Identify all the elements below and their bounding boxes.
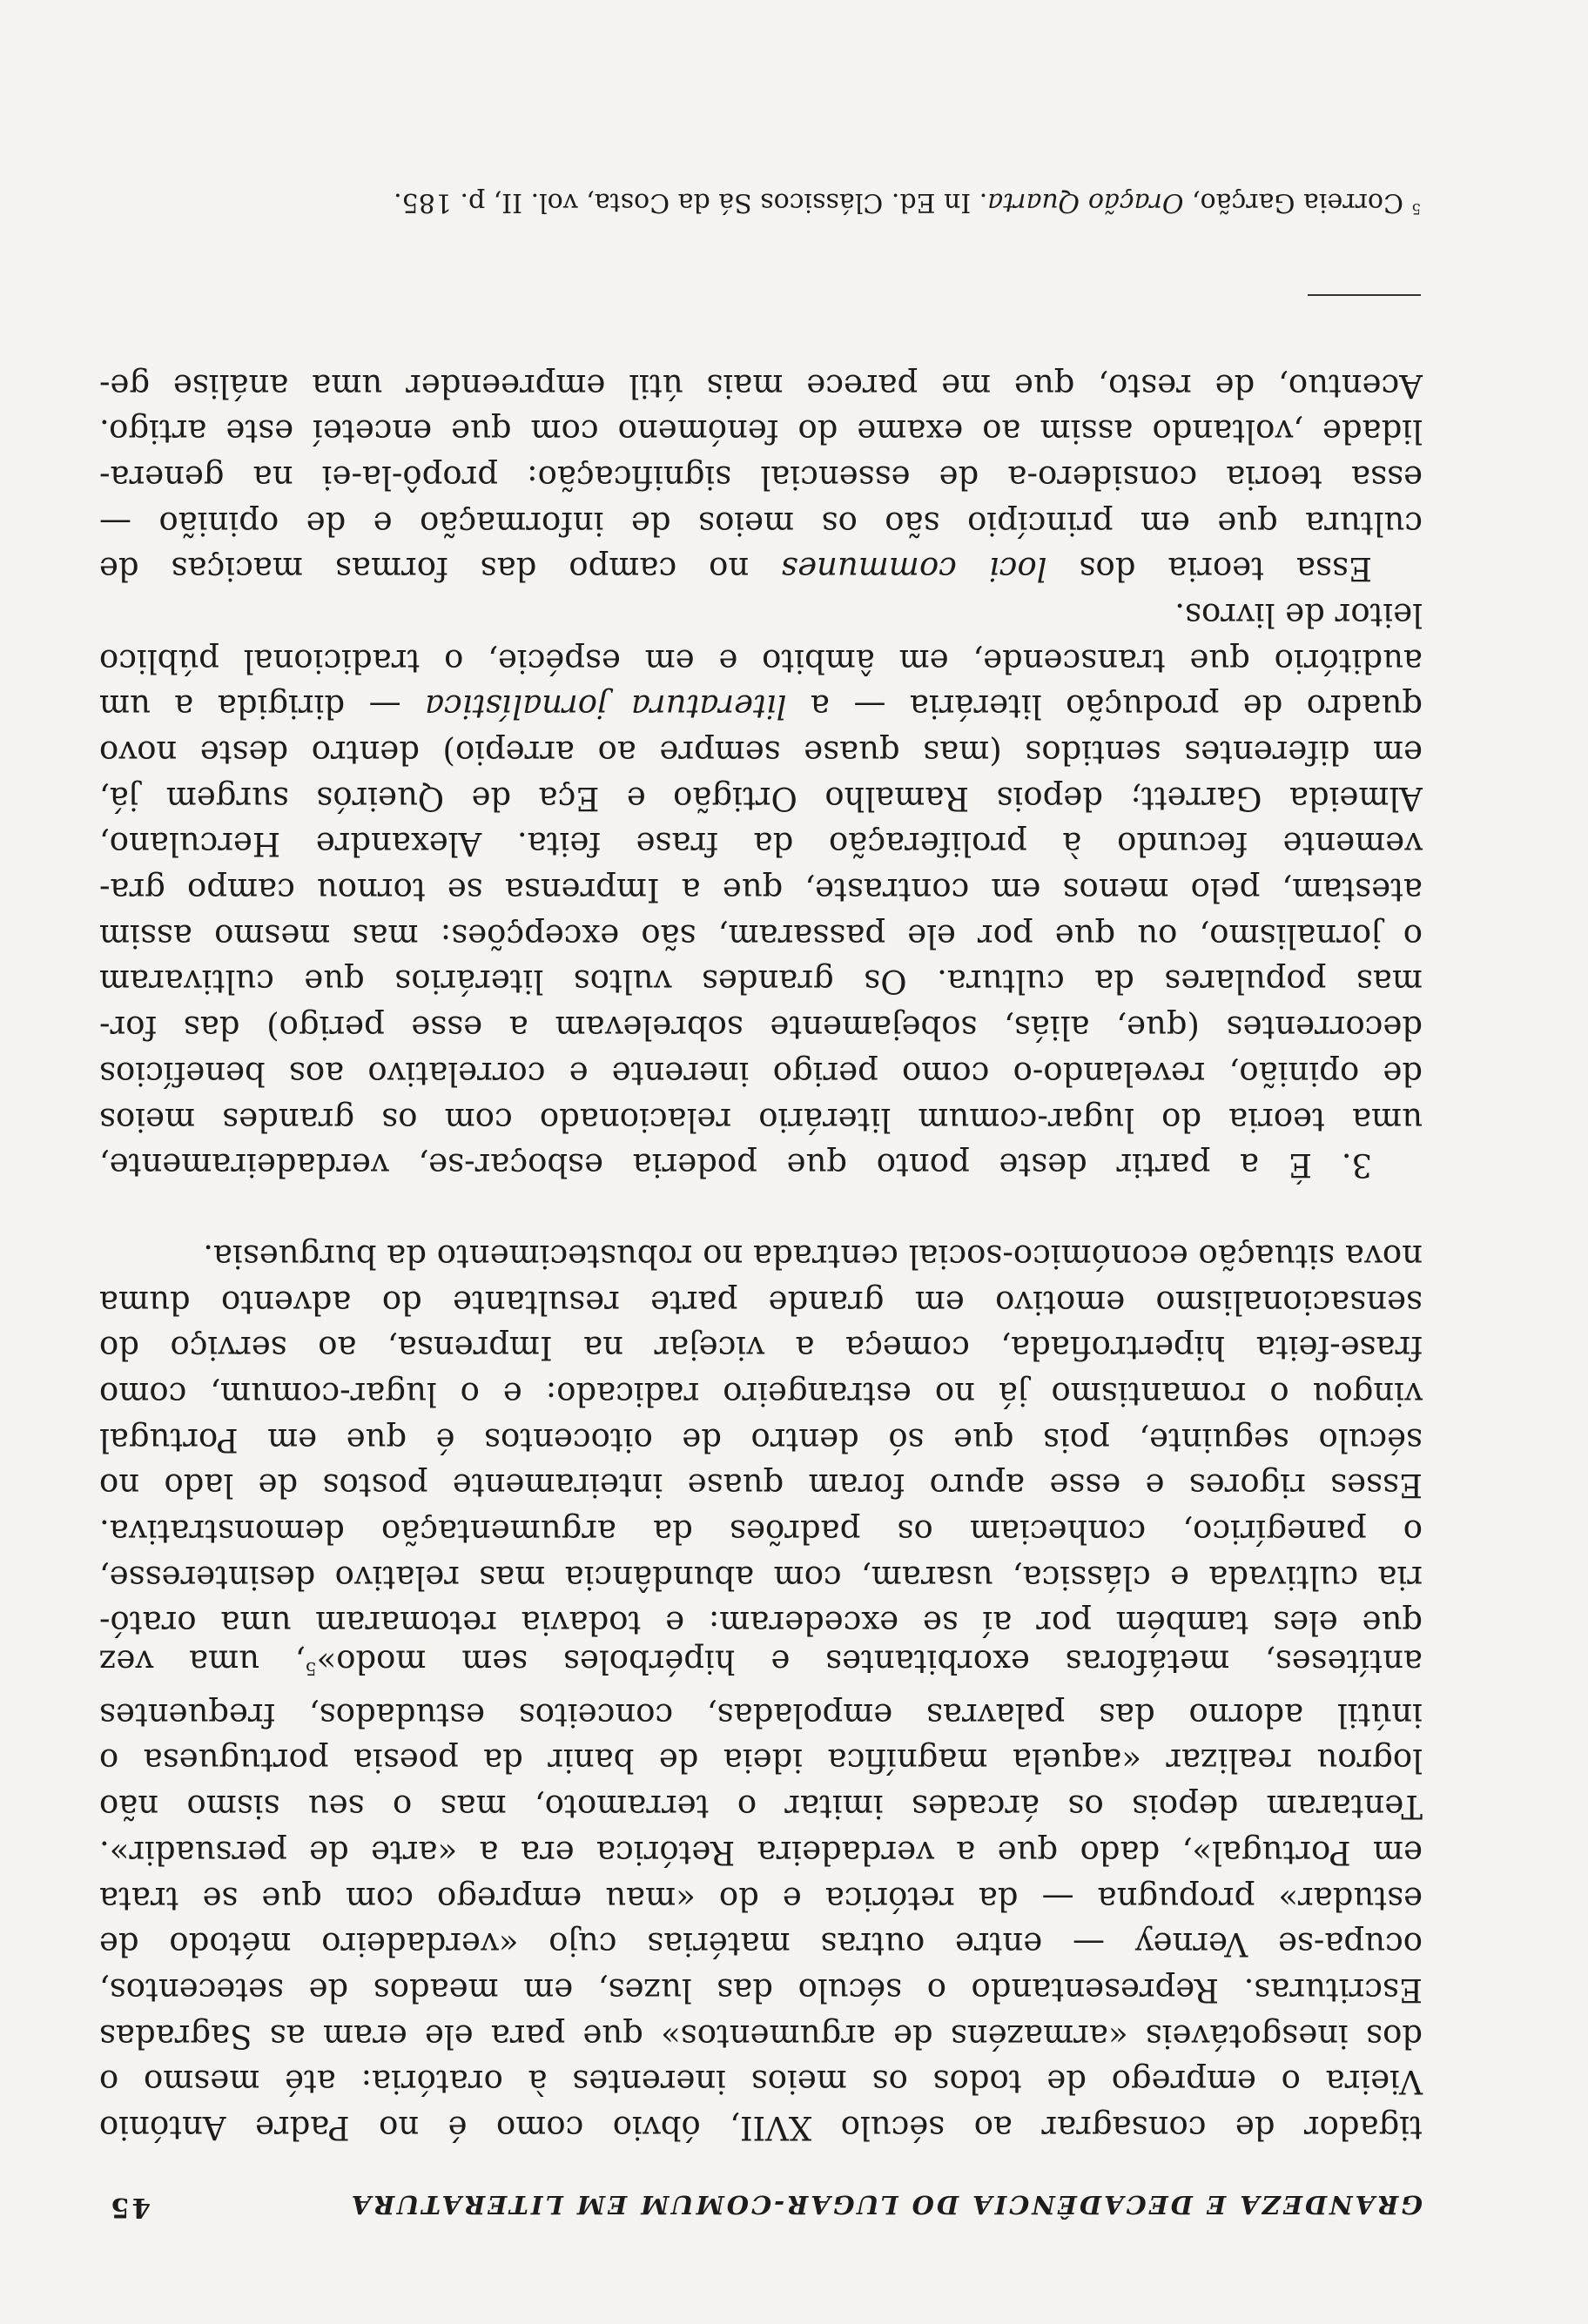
text-line: que eles também por aí se excederam: e todavia retomaram uma orató- [99,1604,1423,1642]
italic-term: literatura jornalística [425,688,787,726]
text-line: sensacionalismo emotivo em grande parte resultante do advento duma [99,1283,1423,1321]
text-line: logrou realizar «aquela magnífica ideia de banir da poesia portuguesa o [99,1742,1423,1780]
text-line: Vieira o emprego de todos os meios inerentes à oratória: até mesmo o [99,2063,1423,2101]
text-segment: Essa teoria dos [1046,550,1372,588]
text-line: atestam, pelo menos em contraste, que a Imprensa se tornou campo gra- [99,871,1423,910]
text-line: inútil adorno das palavras empoladas, conceitos estudados, frequentes [99,1696,1423,1734]
text-line: Acentuo, de resto, que me parece mais útil empreender uma análise ge- [99,366,1423,405]
text-line: nova situação económico-social centrada no robustecimento da burguesia. [203,1237,1423,1275]
text-segment: antíteses, metáforas exorbitantes e hipérboles sem modo» [316,1642,1423,1681]
text-line: Almeida Garrett; depois Ramalho Ortigão e Eça de Queirós surgem já, [99,779,1423,817]
text-line: Esses rigores e esse apuro foram quase inteiramente postos de lado no [99,1467,1423,1505]
footnote-text: Correia Garção, [1183,187,1412,218]
body-text [99,362,1423,2150]
text-line: em Portugal», dado que a verdadeira Retórica era a «arte de persuadir». [99,1833,1423,1871]
text-line: o jornalismo, ou que por ele passaram, são excepções: mas mesmo assim [99,917,1423,955]
text-segment: — dirigida a um [99,688,426,726]
text-line-with-italic [99,683,1423,729]
text-line: 3. É a partir deste ponto que poderia esboçar-se, verdadeiramente, [99,1146,1372,1185]
text-line: frase-feita hipertrofiada, começa a vicejar na Imprensa, ao serviço do [99,1329,1423,1367]
text-segment: , uma vez [99,1642,306,1681]
text-segment: no campo das formas maciças de [99,550,782,588]
text-line: estudar» propugna — da retórica e do «mau emprego com que se trata [99,1879,1423,1918]
page-number: 45 [108,2192,151,2223]
text-line: essa teoria considero-a de essencial significação: propô-la-ei na genera- [99,458,1423,496]
footnote-italic-title: Oração Quarta [987,187,1184,218]
text-line: século seguinte, pois que só dentro de oitocentos é que em Portugal [99,1421,1423,1459]
footnote-marker: 5 [1411,200,1421,217]
text-line: de opinião, revelando-o como perigo inerente e correlativo aos benefícios [99,1054,1423,1092]
text-line: ria cultivada e clássica, usaram, com abundância mas relativo desinteresse, [99,1558,1423,1596]
text-line: dos inesgotáveis «armazéns de argumentos» que para ele eram as Sagradas [99,2017,1423,2055]
text-line: Tentaram depois os árcades imitar o terramoto, mas o seu sismo não [99,1788,1423,1826]
paragraph-gap [99,1187,1423,1233]
text-line: leitor de livros. [1174,596,1423,634]
text-line: decorrentes (que, aliás, sobejamente sobrelevam a esse perigo) das for- [99,1009,1423,1047]
text-line: mas populares da cultura. Os grandes vultos literários que cultivaram [99,963,1423,1001]
text-line: lidade ,voltando assim ao exame do fenómeno com que enceteí este artigo. [99,413,1423,451]
text-line: tigador de consagrar ao século XVII, óbvio como é no Padre António [99,2109,1423,2146]
text-line: vemente fecundo à proliferação da frase feita. Alexandre Herculano, [99,825,1423,863]
text-line: Escrituras. Representando o século das luzes, em meados de setecentos, [99,1971,1423,2009]
footnote-divider [1308,294,1421,296]
running-head [108,2176,1423,2228]
text-line: cultura que em princípio são os meios de informação e de opinião — [99,504,1423,542]
running-head-title: GRANDEZA E DECADÊNCIA DO LUGAR-COMUM EM LITERATURA [348,2190,1423,2220]
text-line-with-italic [99,546,1423,592]
italic-term: loci communes [781,550,1047,588]
text-line-with-footnote-ref [99,1642,1423,1691]
footnote [98,187,1421,218]
text-line: em diferentes sentidos (mas quase sempre ao arrepio) dentro deste novo [99,734,1423,772]
text-line: vingou o romantismo já no estrangeiro radicado: e o lugar-comum, como [99,1375,1423,1413]
text-segment: quadro de produção literária — a [786,688,1423,726]
footnote-reference: 5 [305,1658,317,1680]
text-line: o panegírico, conheciam os padrões da argumentação demonstrativa. [99,1513,1423,1551]
footnote-text: . In Ed. Clássicos Sá da Costa, vol. II, p. 185. [394,187,988,218]
text-line: uma teoria do lugar-comum literário relacionado com os grandes meios [99,1100,1423,1138]
text-line: auditório que transcende, em âmbito e em espécie, o tradicional público [99,641,1423,680]
text-line: ocupa-se Verney — entre outras matérias cujo «verdadeiro método de [99,1925,1423,1964]
